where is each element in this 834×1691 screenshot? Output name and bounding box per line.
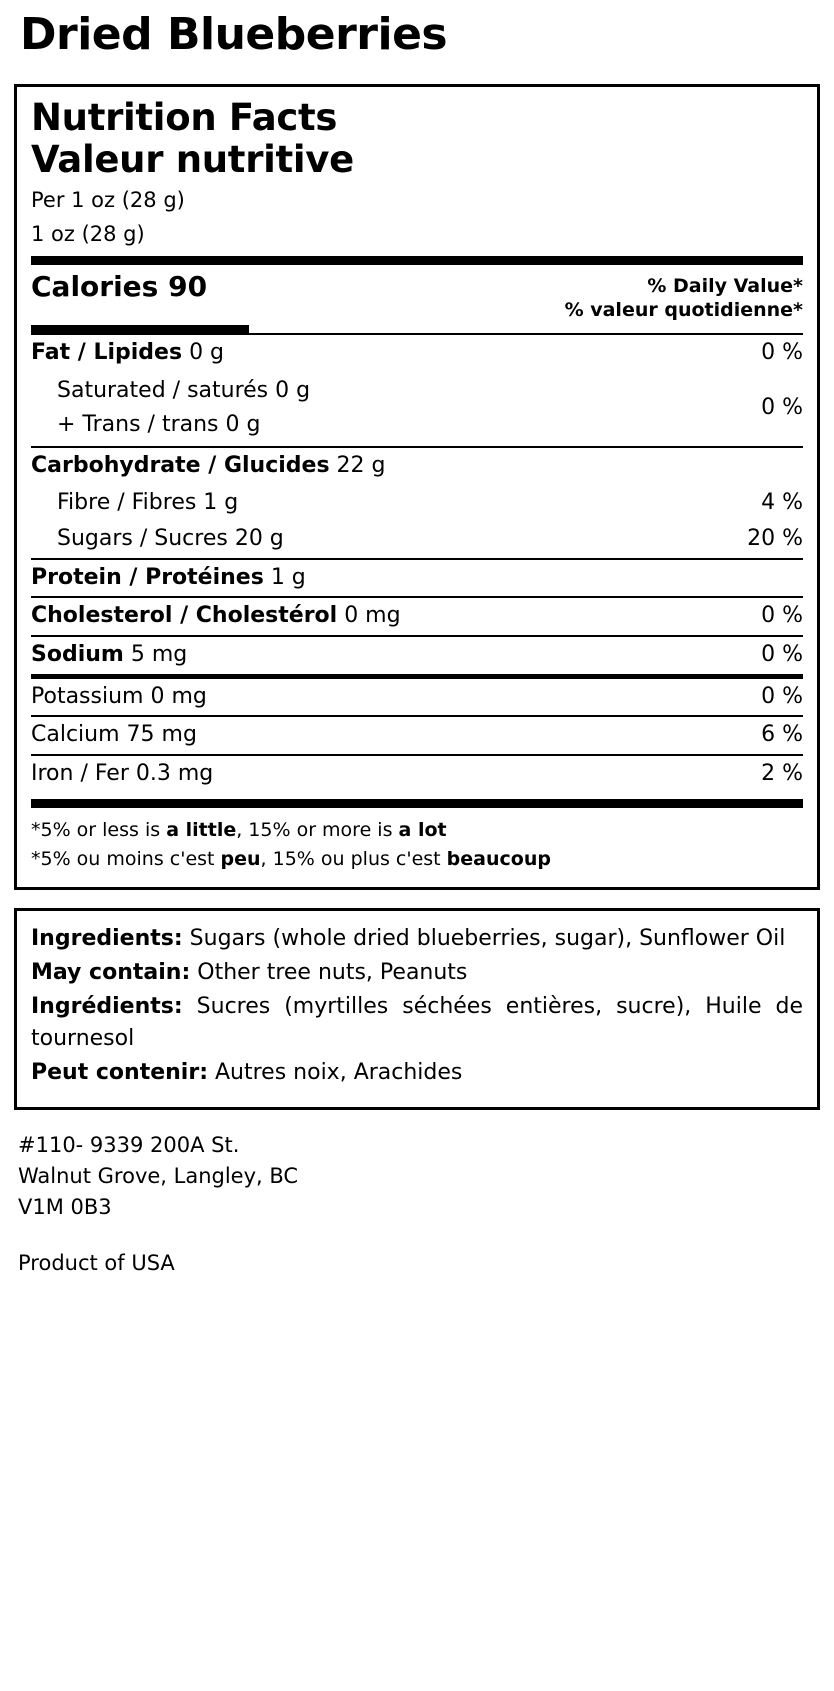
footnote-fr-part1: *5% ou moins c'est (31, 847, 221, 870)
nutrient-name-saturated: Saturated / saturés 0 g (57, 377, 311, 403)
footnote-fr-bold2: beaucoup (446, 847, 551, 870)
ingredients-en (31, 923, 803, 955)
footnote-en-bold1: a little (166, 819, 237, 842)
nutrient-row-iron (31, 756, 803, 793)
nutrient-name-carbohydrate: Carbohydrate / Glucides (31, 453, 330, 479)
footnote-fr (31, 845, 803, 874)
nutrient-amount-sodium: 5 mg (123, 642, 188, 667)
may-contain-text: Other tree nuts, Peanuts (197, 960, 468, 986)
nutrient-amount-cholesterol: 0 mg (337, 603, 401, 629)
page-title: Dried Blueberries (20, 9, 448, 60)
nutrient-row-carbohydrate (31, 448, 803, 485)
nutrient-dv-saturated-trans: 0 % (761, 395, 803, 421)
nutrition-title-fr: Valeur nutritive (31, 137, 354, 181)
peut-contenir-text: Autres noix, Arachides (215, 1059, 463, 1085)
serving-size-en: Per 1 oz (28 g) (31, 188, 185, 213)
footnote-en-part2: , 15% or more is (236, 819, 399, 842)
nutrient-name-fibre: Fibre / Fibres 1 g (57, 489, 239, 515)
nutrient-row-cholesterol (31, 598, 803, 635)
address-line-1: #110- 9339 200A St. (18, 1132, 240, 1157)
may-contain-label: May contain: (31, 960, 191, 986)
nutrient-amount-carbohydrate: 22 g (329, 453, 386, 479)
nutrient-dv-potassium: 0 % (761, 683, 803, 709)
address-line-3: V1M 0B3 (18, 1194, 112, 1219)
serving-size-fr: 1 oz (28 g) (31, 222, 145, 247)
nutrient-dv-sugars: 20 % (747, 526, 803, 552)
nutrient-dv-sodium: 0 % (761, 642, 803, 667)
nutrient-name-cholesterol: Cholesterol / Cholestérol (31, 603, 338, 629)
label-page (0, 9, 834, 1278)
nutrient-row-calcium (31, 717, 803, 754)
nutrient-amount-fat: 0 g (182, 340, 225, 366)
nutrient-dv-calcium: 6 % (761, 722, 803, 748)
ingredients-en-label: Ingredients: (31, 926, 183, 952)
nutrient-name-iron: Iron / Fer 0.3 mg (31, 760, 214, 786)
daily-value-header-en: % Daily Value* (647, 274, 803, 297)
nutrient-row-sodium (31, 637, 803, 674)
nutrition-title-en: Nutrition Facts (31, 96, 338, 140)
nutrient-name-potassium: Potassium 0 mg (31, 683, 207, 709)
ingredients-fr (31, 991, 803, 1055)
daily-value-header (565, 270, 803, 323)
peut-contenir-fr (31, 1057, 803, 1089)
nutrient-row-fibre (31, 485, 803, 522)
nutrient-dv-fibre: 4 % (761, 489, 803, 515)
nutrient-dv-iron: 2 % (761, 760, 803, 786)
calories-label: Calories 90 (31, 269, 208, 303)
peut-contenir-label: Peut contenir: (31, 1059, 208, 1085)
divider-thick-top (31, 256, 803, 265)
product-origin: Product of USA (18, 1251, 175, 1276)
divider-thick-bottom (31, 799, 803, 808)
footnote-en-bold2: a lot (398, 819, 447, 842)
daily-value-header-fr: % valeur quotidienne* (564, 298, 803, 321)
nutrient-name-calcium: Calcium 75 mg (31, 722, 197, 748)
calories-underline (31, 325, 249, 333)
nutrient-row-sugars (31, 521, 803, 558)
address-line-2: Walnut Grove, Langley, BC (18, 1163, 299, 1188)
address-block (18, 1130, 820, 1223)
nutrient-name-trans: + Trans / trans 0 g (57, 411, 261, 437)
nutrient-amount-protein: 1 g (263, 564, 306, 590)
nutrient-row-potassium (31, 679, 803, 716)
nutrient-dv-cholesterol: 0 % (761, 603, 803, 629)
nutrient-row-fat (31, 335, 803, 372)
ingredients-en-text: Sugars (whole dried blueberries, sugar), Sunflower Oil (189, 926, 786, 952)
may-contain-en (31, 957, 803, 989)
nutrition-facts-panel (14, 84, 820, 890)
nutrient-name-fat: Fat / Lipides (31, 340, 183, 366)
nutrient-dv-fat: 0 % (761, 340, 803, 366)
footnote-en-part1: *5% or less is (31, 819, 167, 842)
nutrient-name-sugars: Sugars / Sucres 20 g (57, 526, 284, 552)
nutrient-name-protein: Protein / Protéines (31, 564, 264, 590)
footnote-fr-bold1: peu (220, 847, 261, 870)
nutrient-row-protein (31, 560, 803, 597)
nutrient-name-sodium: Sodium (31, 642, 124, 667)
ingredients-fr-label: Ingrédients: (31, 994, 183, 1020)
calories-row (31, 265, 803, 325)
nutrient-row-saturated-trans (31, 372, 803, 446)
ingredients-fr-text: Sucres (myrtilles séchées entières, sucre), Huile de tournesol (31, 994, 803, 1052)
ingredients-panel (14, 908, 820, 1109)
footnote-en (31, 808, 803, 845)
footnote-fr-part2: , 15% ou plus c'est (260, 847, 447, 870)
